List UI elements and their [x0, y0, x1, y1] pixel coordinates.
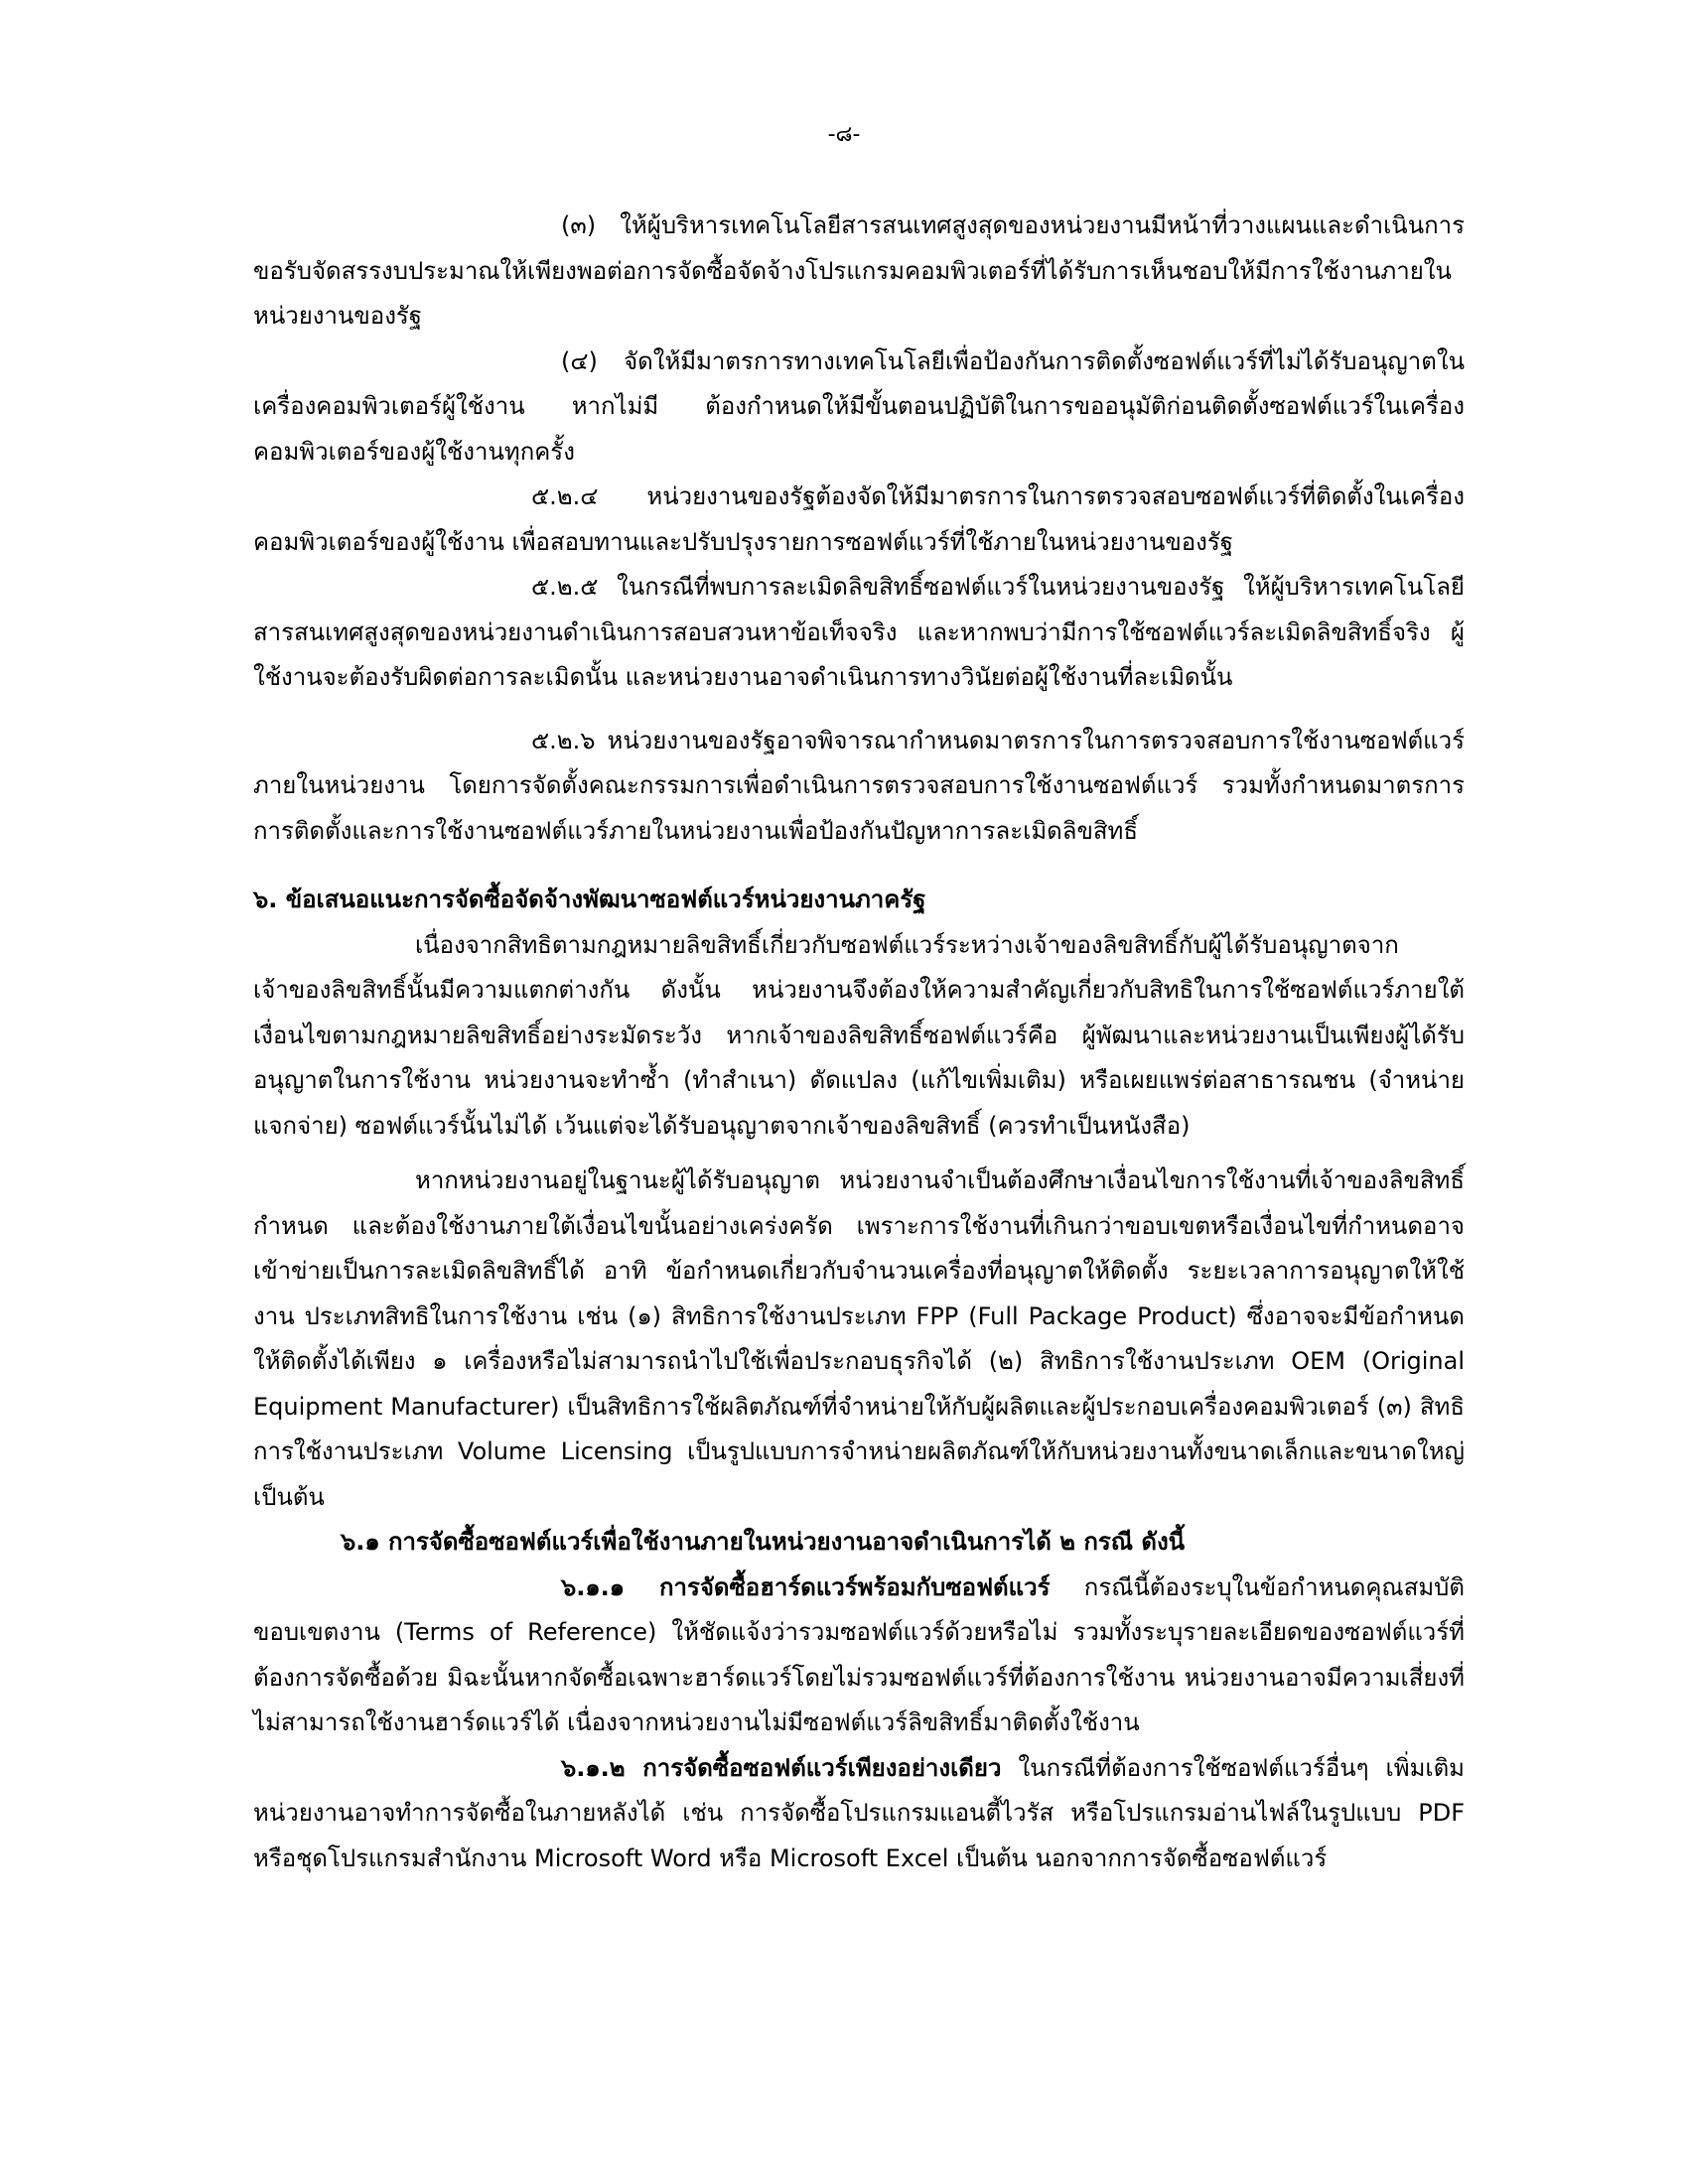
paragraph-section-5-2-6: ๕.๒.๖ หน่วยงานของรัฐอาจพิจารณากำหนดมาตรการในการตรวจสอบการใช้งานซอฟต์แวร์ภายในหน่วยงาน โดยการจัดตั้งคณะกรรมการเพื่อดำเนินการตรวจสอบการใช้งานซอฟต์แวร์ รวมทั้งกำหนดมาตรการการติดตั้งและการใช้งานซอฟต์แวร์ภายในหน่วยงานเพื่อป้องกันปัญหาการละเมิดลิขสิทธิ์	[253, 726, 1465, 845]
document-body	[253, 204, 1465, 1881]
section-text-6-1-2: ในกรณีที่ต้องการใช้ซอฟต์แวร์อื่นๆ เพิ่มเติม หน่วยงานอาจทำการจัดซื้อในภายหลังได้ เช่น การจัดซื้อโปรแกรมแอนตี้ไวรัส หรือโปรแกรมอ่านไฟล์ในรูปแบบ PDF หรือชุดโปรแกรมสำนักงาน Microsoft Word หรือ Microsoft Excel เป็นต้น นอกจากการจัดซื้อซอฟต์แวร์	[253, 1753, 1465, 1872]
paragraph-section-5-2-4: ๕.๒.๔ หน่วยงานของรัฐต้องจัดให้มีมาตรการในการตรวจสอบซอฟต์แวร์ที่ติดตั้งในเครื่องคอมพิวเตอร์ของผู้ใช้งาน เพื่อสอบทานและปรับปรุงรายการซอฟต์แวร์ที่ใช้ภายในหน่วยงานของรัฐ	[253, 482, 1465, 556]
paragraph-item-3: (๓) ให้ผู้บริหารเทคโนโลยีสารสนเทศสูงสุดของหน่วยงานมีหน้าที่วางแผนและดำเนินการขอรับจัดสรรงบประมาณให้เพียงพอต่อการจัดซื้อจัดจ้างโปรแกรมคอมพิวเตอร์ที่ได้รับการเห็นชอบให้มีการใช้งานภายในหน่วยงานของรัฐ	[253, 211, 1465, 330]
page-number: -๘-	[827, 122, 861, 147]
paragraph-section-6-intro: เนื่องจากสิทธิตามกฎหมายลิขสิทธิ์เกี่ยวกับซอฟต์แวร์ระหว่างเจ้าของลิขสิทธิ์กับผู้ได้รับอนุญาตจากเจ้าของลิขสิทธิ์นั้นมีความแตกต่างกัน ดังนั้น หน่วยงานจึงต้องให้ความสำคัญเกี่ยวกับสิทธิในการใช้ซอฟต์แวร์ภายใต้เงื่อนไขตามกฎหมายลิขสิทธิ์อย่างระมัดระวัง หากเจ้าของลิขสิทธิ์ซอฟต์แวร์คือ ผู้พัฒนาและหน่วยงานเป็นเพียงผู้ได้รับอนุญาตในการใช้งาน หน่วยงานจะทำซ้ำ (ทำสำเนา) ดัดแปลง (แก้ไขเพิ่มเติม) หรือเผยแพร่ต่อสาธารณชน (จำหน่าย แจกจ่าย) ซอฟต์แวร์นั้นไม่ได้ เว้นแต่จะได้รับอนุญาตจากเจ้าของลิขสิทธิ์ (ควรทำเป็นหนังสือ)	[253, 930, 1465, 1140]
section-title-6-1-1: ๖.๑.๑ การจัดซื้อฮาร์ดแวร์พร้อมกับซอฟต์แวร์	[561, 1572, 1051, 1601]
section-heading-6: ๖. ข้อเสนอแนะการจัดซื้อจัดจ้างพัฒนาซอฟต์แวร์หน่วยงานภาครัฐ	[253, 886, 926, 913]
paragraph-section-5-2-5: ๕.๒.๕ ในกรณีที่พบการละเมิดลิขสิทธิ์ซอฟต์แวร์ในหน่วยงานของรัฐ ให้ผู้บริหารเทคโนโลยีสารสนเทศสูงสุดของหน่วยงานดำเนินการสอบสวนหาข้อเท็จจริง และหากพบว่ามีการใช้ซอฟต์แวร์ละเมิดลิขสิทธิ์จริง ผู้ใช้งานจะต้องรับผิดต่อการละเมิดนั้น และหน่วยงานอาจดำเนินการทางวินัยต่อผู้ใช้งานที่ละเมิดนั้น	[253, 573, 1465, 691]
paragraph-item-4: (๔) จัดให้มีมาตรการทางเทคโนโลยีเพื่อป้องกันการติดตั้งซอฟต์แวร์ที่ไม่ได้รับอนุญาตในเครื่องคอมพิวเตอร์ผู้ใช้งาน หากไม่มี ต้องกำหนดให้มีขั้นตอนปฏิบัติในการขออนุมัติก่อนติดตั้งซอฟต์แวร์ในเครื่องคอมพิวเตอร์ของผู้ใช้งานทุกครั้ง	[253, 346, 1465, 466]
section-heading-6-1: ๖.๑ การจัดซื้อซอฟต์แวร์เพื่อใช้งานภายในหน่วยงานอาจดำเนินการได้ ๒ กรณี ดังนี้	[341, 1528, 1186, 1556]
paragraph-section-6-1-2	[253, 1746, 1465, 1882]
section-text-6-1-1: กรณีนี้ต้องระบุในข้อกำหนดคุณสมบัติขอบเขตงาน (Terms of Reference) ให้ชัดแจ้งว่ารวมซอฟต์แวร์ด้วยหรือไม่ รวมทั้งระบุรายละเอียดของซอฟต์แวร์ที่ต้องการจัดซื้อด้วย มิฉะนั้นหากจัดซื้อเฉพาะฮาร์ดแวร์โดยไม่รวมซอฟต์แวร์ที่ต้องการใช้งาน หน่วยงานอาจมีความเสี่ยงที่ไม่สามารถใช้งานฮาร์ดแวร์ได้ เนื่องจากหน่วยงานไม่มีซอฟต์แวร์ลิขสิทธิ์มาติดตั้งใช้งาน	[253, 1572, 1465, 1736]
paragraph-section-6-licensing: หากหน่วยงานอยู่ในฐานะผู้ได้รับอนุญาต หน่วยงานจำเป็นต้องศึกษาเงื่อนไขการใช้งานที่เจ้าของลิขสิทธิ์กำหนด และต้องใช้งานภายใต้เงื่อนไขนั้นอย่างเคร่งครัด เพราะการใช้งานที่เกินกว่าขอบเขตหรือเงื่อนไขที่กำหนดอาจเข้าข่ายเป็นการละเมิดลิขสิทธิ์ได้ อาทิ ข้อกำหนดเกี่ยวกับจำนวนเครื่องที่อนุญาตให้ติดตั้ง ระยะเวลาการอนุญาตให้ใช้งาน ประเภทสิทธิในการใช้งาน เช่น (๑) สิทธิการใช้งานประเภท FPP (Full Package Product) ซึ่งอาจจะมีข้อกำหนดให้ติดตั้งได้เพียง ๑ เครื่องหรือไม่สามารถนำไปใช้เพื่อประกอบธุรกิจได้ (๒) สิทธิการใช้งานประเภท OEM (Original Equipment Manufacturer) เป็นสิทธิการใช้ผลิตภัณฑ์ที่จำหน่ายให้กับผู้ผลิตและผู้ประกอบเครื่องคอมพิวเตอร์ (๓) สิทธิการใช้งานประเภท Volume Licensing เป็นรูปแบบการจำหน่ายผลิตภัณฑ์ให้กับหน่วยงานทั้งขนาดเล็กและขนาดใหญ่ เป็นต้น	[253, 1166, 1465, 1511]
section-title-6-1-2: ๖.๑.๒ การจัดซื้อซอฟต์แวร์เพียงอย่างเดียว	[561, 1753, 1002, 1782]
paragraph-section-6-1-1	[253, 1566, 1465, 1746]
